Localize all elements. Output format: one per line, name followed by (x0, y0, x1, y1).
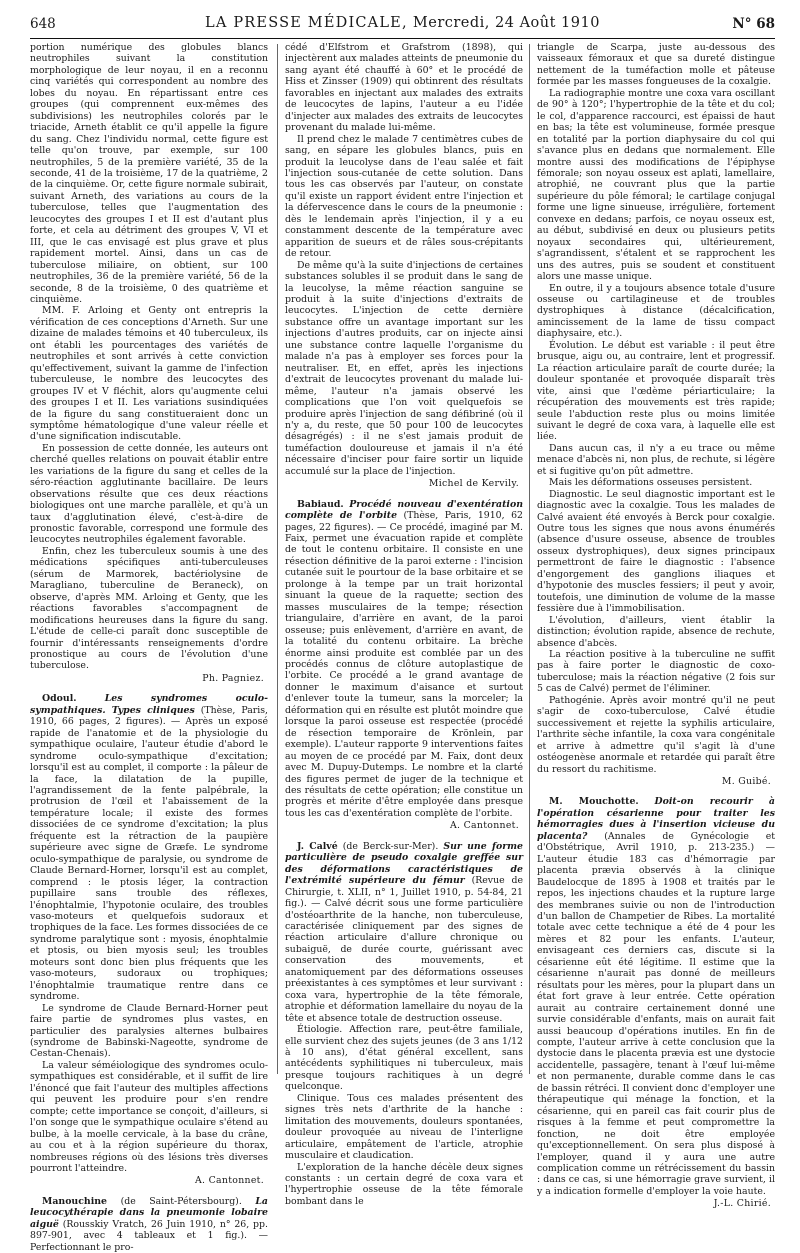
running-title (30, 15, 775, 31)
column-left (30, 42, 268, 1253)
paragraph: L'exploration de la hanche décèle deux signes constants : un certain degré de coxa vara et l'hypertrophie osseuse de la tête fémorale bombant dans le (285, 1161, 523, 1207)
review-entry (30, 1196, 268, 1253)
column-right (537, 42, 775, 1210)
paragraph: Évolution. Le début est variable : il peut être brusque, aigu ou, au contraire, lent et progressif. La réaction articulaire paraît de courte durée; la douleur spontanée et provoquée disparaît très vite, ainsi que l'œdème périarticulaire; la récupération des mouvements est très rapide; seule l'abduction reste plus ou moins limitée suivant le degré de coxa vara, à laquelle elle est liée. (537, 339, 775, 443)
paragraph: Le syndrome de Claude Bernard-Horner peut faire partie de syndromes plus vastes, en particulier des paralysies alternes bulbaires (syndrome de Babinski-Nageotte, syndrome de Cestan-Chenais). (30, 1002, 268, 1060)
paragraph: Clinique. Tous ces malades présentent des signes très nets d'arthrite de la hanche : limitation des mouvements, douleurs spontanées, douleur provoquée au niveau de l'interligne articulaire, empâtement de l'article, atrophie musculaire et claudication. (285, 1092, 523, 1162)
review-entry (285, 841, 523, 1024)
entry-author: Babiaud. (297, 498, 344, 510)
entry-author: Odoul. (42, 693, 77, 705)
entry-title: La leucocythérapie dans la pneumonie lobaire aiguë (30, 1195, 268, 1230)
paragraph: MM. F. Arloing et Genty ont entrepris la vérification de ces conceptions d'Arneth. Sur une dizaine de malades témoins et 40 tuberculeux, ils ont établi les pourcentages des variétés de neutrophiles et sont arrivés à cette conviction qu'effectivement, suivant la gamme de l'infection tuberculeuse, le nombre des leucocytes des groupes IV et V fléchit, alors qu'augmente celui des groupes I et II. Les variations susindiquées de la figure du sang constitueraient donc un symptôme hématologique d'une valeur réelle et d'une signification indiscutable. (30, 305, 268, 443)
column-rule (529, 44, 530, 1074)
signature: A. Cantonnet. (195, 1175, 264, 1187)
entry-author: Manouchine (42, 1195, 107, 1207)
signature: Ph. Pagniez. (202, 672, 264, 684)
column-middle (285, 42, 523, 1207)
entry-title: Doit-on recourir à l'opération césarienne pour traiter les hémorragies dues à l'insertion vicieuse du placenta? (537, 796, 775, 842)
entry-place: (de Saint-Pétersbourg). (120, 1195, 242, 1207)
signature: A. Cantonnet. (450, 820, 519, 832)
page-number: 648 (30, 16, 56, 32)
entry-text: (Rousskiy Vratch, 26 Juin 1910, n° 26, pp. 897-901, avec 4 tableaux et 1 fig.). — Perfectionnant le pro- (30, 1218, 268, 1253)
paragraph: Il prend chez le malade 7 centimètres cubes de sang, en sépare les globules blancs, puis en produit la leucolyse dans de l'eau salée et fait l'injection sous-cutanée de cette solution. Dans tous les cas observés par l'auteur, on constate qu'il existe un rapport évident entre l'injection et la défervescence dans le cours de la pneumonie : dès le lendemain après l'injection, il y a eu constamment descente de la température avec apparition de sueurs et de râles sous-crépitants de retour. (285, 133, 523, 260)
review-entry (30, 693, 268, 1002)
paragraph: Dans aucun cas, il n'y a eu trace ou même menace d'abcès ni, non plus, de rechute, si légère et si fugitive qu'on pût admettre. (537, 442, 775, 477)
entry-text: (Thèse, Paris, 1910, 62 pages, 22 figures). — Ce procédé, imaginé par M. Faix, permet une évacuation rapide et complète de tout le contenu orbitaire. Il consiste en une résection définitive de la paroi externe : l'incision cutanée suit le pourtour de la base orbitaire et se prolonge à la tempe par un trait horizontal sinuant la queue de la raquette; section des masses musculaires de la tempe; résection triangulaire, d'arrière en avant, de la paroi osseuse; puis enlèvement, d'arrière en avant, de la totalité du contenu orbitaire. La brèche énorme ainsi produite est comblée par un des procédés connus de clôture autoplastique de l'orbite. Ce procédé a le grand avantage de donner le maximum d'aisance et surtout d'enlever toute la tumeur, sans la morceler; la déformation qui en résulte est plutôt moindre que lorsque la paroi osseuse est respectée (procédé de résection temporaire de Krönlein, par exemple). L'auteur rapporte 9 interventions faites au moyen de ce procédé par M. Faix, dont deux avec M. Dupuy-Dutemps. Le nombre et la clarté des figures permet de juger de la technique et des résultats de cette opération; elle constitue un progrès et mérite d'être employée dans presque tous les cas d'exentération complète de l'orbite. (285, 510, 523, 819)
paragraph: cédé d'Elfstrom et Grafstrom (1898), qui injectèrent aux malades atteints de pneumonie du sang ayant été chauffé à 60° et le procédé de Hiss et Zinsser (1909) qui obtinrent des résultats favorables en injectant aux malades des extraits de leucocytes de lapins, l'auteur a eu l'idée d'injecter aux malades des extraits de leucocytes provenant du malade lui-même. (285, 42, 523, 134)
review-entry (285, 499, 523, 820)
entry-text: (Revue de Chirurgie, t. XLII, n° 1, Juillet 1910, p. 54-84, 21 fig.). — Calvé décrit sous une forme particulière d'ostéoarthrite de la hanche, non tuberculeuse, caractérisée cliniquement par des signes de réaction articulaire d'allure chronique ou subaiguë, de durée courte, guérissant avec conservation des mouvements, et anatomiquement par des déformations osseuses préexistantes à ces symptômes et leur survivant : coxa vara, hypertrophie de la tête fémorale, atrophie et déformation lamellaire du noyau de la tête et absence totale de destruction osseuse. (285, 875, 523, 1024)
paragraph: Diagnostic. Le seul diagnostic important est le diagnostic avec la coxalgie. Tous les malades de Calvé avaient été envoyés à Berck pour coxalgie. Outre tous les signes que nous avons énumérés (absence d'usure osseuse, absence de troubles osseux dystrophiques), deux signes principaux permettront de faire le diagnostic : l'absence d'engorgement des ganglions iliaques et d'hypotonie des muscles fessiers; il peut y avoir, toutefois, une diminution de volume de la masse fessière due à l'immobilisation. (537, 488, 775, 615)
signature: M. Guibé. (721, 776, 771, 787)
journal-title: LA PRESSE MÉDICALE, (205, 15, 408, 31)
paragraph: En possession de cette donnée, les auteurs ont cherché quelles relations on pouvait établir entre les variations de la figure du sang et celles de la séro-réaction agglutinante bacillaire. De leurs observations résulte que ces deux réactions biologiques ont une marche parallèle, et qu'à un taux d'agglutination élevé, c'est-à-dire de pronostic favorable, correspond une formule des leucocytes neutrophiles également favorable. (30, 442, 268, 546)
paragraph: Étiologie. Affection rare, peut-être familiale, elle survient chez des sujets jeunes (de 3 ans 1/12 à 10 ans), d'état général excellent, sans antécédents syphilitiques ni tuberculeux, mais presque toujours rachitiques à un degré quelconque. (285, 1024, 523, 1093)
paragraph: La valeur séméiologique des syndromes oculo-sympathiques est considérable, et il suffit de lire l'énoncé que fait l'auteur des multiples affections qui peuvent les produire pour s'en rendre compte; cette importance se conçoit, d'ailleurs, si l'on songe que le sympathique oculaire s'étend au bulbe, à la moelle cervicale, à la base du crâne, au cou et à la région supérieure du thorax, nombreuses régions où des lésions très diverses pourront l'atteindre. (30, 1059, 268, 1174)
entry-author: M. Mouchotte. (549, 796, 639, 808)
entry-author: J. Calvé (297, 840, 338, 852)
entry-title: Sur une forme particulière de pseudo coxalgie greffée sur des déformations caractéristiques de l'extrémité supérieure du fémur (285, 840, 523, 887)
paragraph: Enfin, chez les tuberculeux soumis à une des médications spécifiques anti-tuberculeuses (sérum de Marmorek, bactériolysine de Maragliano, tuberculine de Beraneck), on observe, d'après MM. Arloing et Genty, que les réactions favorables s'accompagnent de modifications heureuses dans la figure du sang. L'étude de celle-ci paraît donc susceptible de fournir d'intéressants renseignements d'ordre pronostique au cours de l'évolution d'une tuberculose. (30, 545, 268, 672)
paragraph: De même qu'à la suite d'injections de certaines substances solubles il se produit dans le sang de la leucolyse, la même réaction sanguine se produit à la suite d'injections d'extraits de leucocytes. L'injection de cette dernière substance offre un avantage important sur les injections d'autres produits, car on injecte ainsi une substance contre laquelle l'organisme du malade n'a pas à employer ses forces pour la neutraliser. Et, en effet, après les injections d'extrait de leucocytes provenant du malade lui-même, l'auteur n'a jamais observé les complications que l'on voit quelquefois se produire après l'injection de sang défibriné (où il n'y a, du reste, que 50 pour 100 de leucocytes désagrégés) : il ne s'est jamais produit de tuméfaction douloureuse et jamais il n'a été nécessaire d'inciser pour faire sortir un liquide accumulé sur la place de l'injection. (285, 259, 523, 477)
review-entry (537, 796, 775, 1197)
signature: Michel de Kervily. (428, 478, 519, 490)
entry-text: (Thèse, Paris, 1910, 66 pages, 2 figures). — Après un exposé rapide de l'anatomie et de la physiologie du sympathique oculaire, l'auteur étudie d'abord le syndrome oculo-sympathique d'excitation; lorsqu'il est au complet, il comporte : la pâleur de la face, la dilatation de la pupille, l'agrandissement de la fente palpébrale, la protrusion de l'œil et l'abaissement de la température locale; il existe des formes dissociées de ce syndrome d'excitation; la plus fréquente est la rétraction de la paupière supérieure avec signe de Græfe. Le syndrome oculo-sympathique de paralysie, ou syndrome de Claude Bernard-Horner, lorsqu'il est au complet, comprend : le ptosis léger, la contraction pupillaire sans trouble des réflexes, l'énophtalmie, l'hypotonie oculaire, des troubles vaso-moteurs et quelquefois sudoraux et trophiques de la face. Les formes dissociées de ce syndrome paralytique sont : myosis, énophtalmie et ptosis, ou bien myosis seul; les troubles moteurs sont donc bien plus fréquents que les vaso-moteurs, sudoraux ou trophiques; l'énophtalmie traumatique rentre dans ce syndrome. (30, 704, 268, 1003)
paragraph: Pathogénie. Après avoir montré qu'il ne peut s'agir de coxo-tuberculose, Calvé étudie successivement et rejette la syphilis articulaire, l'arthrite sèche infantile, la coxa vara congénitale et arrive à admettre qu'il s'agit là d'une ostéogenèse anormale et retardée qui paraît être du ressort du rachitisme. (537, 694, 775, 775)
paragraph: En outre, il y a toujours absence totale d'usure osseuse ou cartilagineuse et de troubles dystrophiques à distance (décalcification, amincissement de la lame de tissu compact diaphysaire, etc.). (537, 282, 775, 340)
issue-date: Mercredi, 24 Août 1910 (412, 15, 600, 31)
entry-title: Les syndromes oculo-sympathiques. Types cliniques (30, 693, 268, 716)
entry-text: (Annales de Gynécologie et d'Obstétrique, Avril 1910, p. 213-235.) — L'auteur étudie 183 cas d'hémorragie par placenta prævia observés à la clinique Baudelocque de 1895 à 1908 et traités par le repos, les injections chaudes et la rupture large des membranes suivie ou non de l'introduction d'un ballon de Champetier de Ribes. La mortalité totale avec cette technique a été de 4 pour les mères et 82 pour les enfants. L'auteur, envisageant ces derniers cas, discute si la césarienne eût été légitime. Il estime que la césarienne n'aurait pas donné de meilleurs résultats pour les mères, pour la plupart dans un état fort grave à leur entrée. Cette opération aurait au contraire certainement donné une survie considérable d'enfants, mais on aurait fait aussi beaucoup d'opérations inutiles. En fin de compte, l'auteur arrive à cette conclusion que la dystocie dans le placenta prævia est une dystocie accidentelle, passagère, tenant à l'œuf lui-même et non permanente, durable comme dans le cas de bassin rétréci. Il convient donc d'employer une thérapeutique qui ménage la fonction, et la césarienne, qui en pareil cas fait courir plus de risques à la femme et peut compromettre la fonction, ne doit être employée qu'exceptionnellement. On sera plus disposé à l'employer, quand il y aura une autre complication comme un rétrécissement du bassin : dans ce cas, si une hémorragie grave survient, il y a indication formelle d'employer la voie haute. (537, 830, 775, 1197)
entry-place: (de Berck-sur-Mer). (342, 840, 439, 852)
entry-title: Procédé nouveau d'exentération complète de l'orbite (285, 498, 523, 522)
column-rule (277, 44, 278, 1074)
paragraph: triangle de Scarpa, juste au-dessous des vaisseaux fémoraux et que sa dureté distingue nettement de la tuméfaction molle et pâteuse formée par les masses fongueuses de la coxalgie. (537, 42, 775, 88)
paragraph: Mais les déformations osseuses persistent. (549, 477, 753, 489)
paragraph: portion numérique des globules blancs neutrophiles suivant la constitution morphologique de leur noyau, il en a reconnu cinq variétés qui correspondent au nombre des lobes du noyau. En répartissant entre ces groupes (qui comprennent eux-mêmes des subdivisions) les neutrophiles colorés par le triacide, Arneth établit ce qu'il appelle la figure du sang. Chez l'individu normal, cette figure est telle qu'on trouve, par exemple, sur 100 neutrophiles, 5 de la première variété, 35 de la seconde, 41 de la troisième, 17 de la quatrième, 2 de la cinquième. Or, cette figure normale subirait, suivant Arneth, des variations au cours de la tuberculose, telles que l'augmentation des leucocytes des groupes I et II est d'autant plus forte, et cela au détriment des groupes V, VI et III, que le cas envisagé est plus grave et plus rapidement mortel. Ainsi, dans un cas de tuberculose miliaire, on obtient, sur 100 neutrophiles, 36 de la première variété, 56 de la seconde, 8 de la troisième, 0 des quatrième et cinquième. (30, 42, 268, 305)
page-header (30, 14, 775, 39)
paragraph: La réaction positive à la tuberculine ne suffit pas à faire porter le diagnostic de coxo-tuberculose; mais la réaction négative (2 fois sur 5 cas de Calvé) permet de l'éliminer. (537, 649, 775, 695)
signature: J.-L. Chirié. (713, 1198, 771, 1210)
paragraph: La radiographie montre une coxa vara oscillant de 90° à 120°; l'hypertrophie de la tête et du col; le col, d'apparence raccourci, est épaissi de haut en bas; la tête est volumineuse, formée presque en totalité par la portion diaphysaire du col qui s'avance plus en dedans que normalement. Elle montre aussi des modifications de l'épiphyse fémorale; son noyau osseux est aplati, lamellaire, atrophié, ne couvrant plus que la partie supérieure du pôle fémoral; le cartilage conjugal forme une ligne sinueuse, irrégulière, fortement convexe en dedans; parfois, ce noyau osseux est, au début, subdivisé en deux ou plusieurs petits noyaux secondaires qui, ultérieurement, s'agrandissent, s'étalent et se rapprochent les uns des autres, puis se soudent et constituent alors une masse unique. (537, 87, 775, 283)
issue-number: N° 68 (732, 16, 775, 32)
paragraph: L'évolution, d'ailleurs, vient établir la distinction; évolution rapide, absence de rechute, absence d'abcès. (537, 614, 775, 649)
